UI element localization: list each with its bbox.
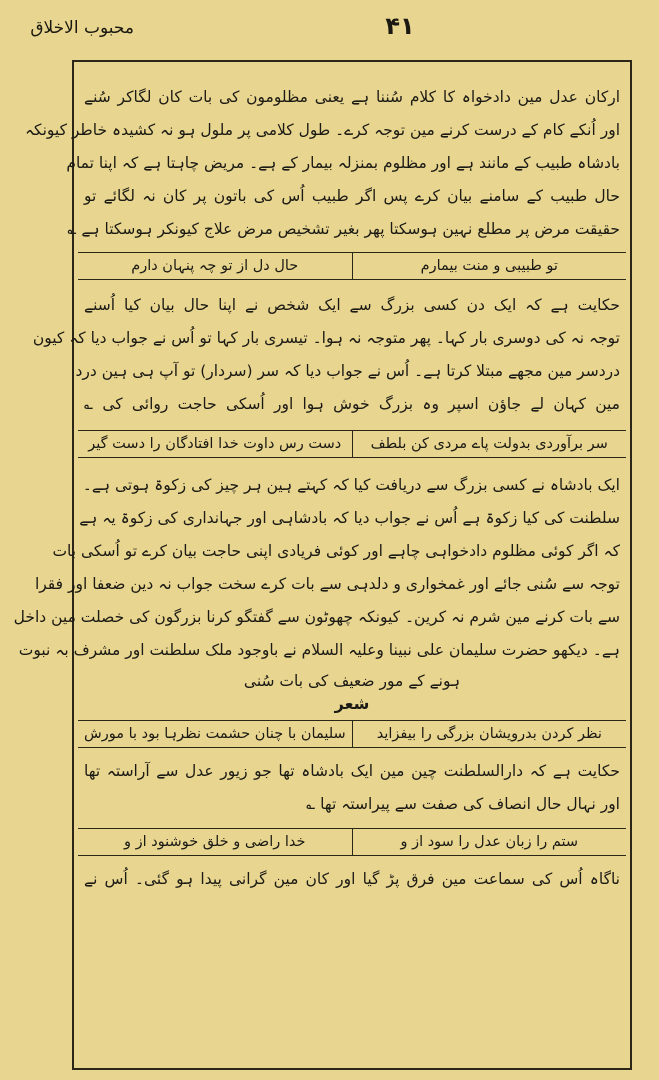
page-number: ۴۱ bbox=[385, 12, 415, 40]
text-line: توجہ سے سُنی جائے اور غمخواری و دلدہی سے بات کرے سخت جواب نہ دین ضعفا اور فقرا bbox=[34, 575, 620, 593]
text-line: ہونے کے مور ضعیف کی بات سُنی bbox=[243, 672, 461, 690]
text-line: سلطنت کی کیا زکوۃ ہے اُس نے جواب دیا کہ بادشاہی اور جہانداری کی زکوۃ یہ ہے bbox=[79, 509, 620, 527]
verse-hemistich: حال دل از تو چہ پنہان دارم bbox=[78, 253, 353, 279]
text-line: حکایت ہے کہ ایک دن کسی بزرگ سے ایک شخص نے اپنا حال بیان کیا اُسنے bbox=[84, 296, 620, 314]
verse-hemistich: دست رس داوت خدا افتادگان را دست گیر bbox=[78, 431, 353, 457]
verse-hemistich: خدا راضی و خلق خوشنود از و bbox=[78, 829, 353, 855]
text-line: حال طبیب کے سامنے بیان کرے پس اگر طبیب اُس کی باتون پر کان نہ لگائے تو bbox=[84, 187, 620, 205]
verse-row bbox=[78, 720, 626, 748]
text-line: ناگاہ اُس کی سماعت مین فرق پڑ گیا اور کان مین گرانی پیدا ہو گئی۔ اُس نے bbox=[84, 870, 620, 888]
text-line: ہے۔ دیکھو حضرت سلیمان علی نبینا وعلیہ السلام نے باوجود ملک سلطنت اور مشرف بہ نبوت bbox=[18, 641, 620, 659]
verse-heading: شعر bbox=[334, 694, 370, 713]
page-header bbox=[30, 8, 589, 48]
text-line: حکایت ہے کہ دارالسلطنت چین مین ایک بادشاہ تھا جو زیور عدل سے آراستہ تھا bbox=[84, 762, 620, 780]
text-line: اور نہال حال انصاف کی صفت سے پیراستہ تھا ؎ bbox=[306, 795, 620, 813]
text-line: سے بات کرنے مین شرم نہ کرین۔ کیونکہ چھوٹون سے گفتگو کرنا بزرگون کی خصلت مین داخل bbox=[13, 608, 620, 626]
text-line: کہ اگر کوئی مظلوم دادخواہی چاہے اور کوئی فریادی اپنی حاجت بیان کرے تو اُسکی بات bbox=[52, 542, 620, 560]
text-line: اور اُنکے کام کے درست کرنے مین توجہ کرے۔ طول کلامی پر ملول ہو نہ کشیدہ خاطر کیونکہ bbox=[24, 121, 620, 139]
verse-hemistich: نظر کردن بدرویشان بزرگی را بیفزاید bbox=[376, 726, 602, 742]
text-line: حقیقت مرض پر مطلع نہین ہوسکتا پھر بغیر تشخیص مرض علاج کیونکر ہوسکتا ہے ؎ bbox=[67, 220, 620, 238]
running-title: محبوب الاخلاق bbox=[30, 18, 134, 38]
verse-row bbox=[78, 828, 626, 856]
verse-row bbox=[78, 252, 626, 280]
verse-hemistich: سلیمان با چنان حشمت نظرہا بود با مورش bbox=[78, 721, 353, 747]
verse-hemistich: ستم را زبان عدل را سود از و bbox=[400, 834, 579, 850]
verse-row bbox=[78, 430, 626, 458]
text-line: توجہ نہ کی دوسری بار کہا۔ پھر متوجہ نہ ہوا۔ تیسری بار کہا تو اُس نے جواب دیا کہ کیون bbox=[32, 329, 620, 347]
verse-hemistich: تو طبیبی و منت بیمارم bbox=[420, 258, 558, 274]
text-line: دردسر مین مجھے مبتلا کرتا ہے۔ اُس نے جواب دیا کہ سر (سردار) تو آپ ہی ہین درد bbox=[75, 362, 620, 380]
verse-hemistich: سر برآوردی بدولت پاے مردی کن بلطف bbox=[370, 436, 608, 452]
text-line: بادشاہ طبیب کے مانند ہے اور مظلوم بمنزلہ بیمار کے ہے۔ مریض چاہتا ہے کہ اپنا تمام bbox=[66, 154, 620, 172]
text-line: ارکان عدل مین دادخواہ کا کلام سُننا ہے یعنی مظلومون کی بات کان لگاکر سُنے bbox=[84, 88, 620, 106]
text-line: ایک بادشاہ نے کسی بزرگ سے دریافت کیا کہ کہتے ہین ہر چیز کی زکوۃ ہوتی ہے۔ bbox=[82, 476, 620, 494]
text-line: مین کہان لے جاؤن اسپر وہ بزرگ خوش ہوا اور اُسکی حاجت روائی کی ؎ bbox=[84, 395, 620, 413]
